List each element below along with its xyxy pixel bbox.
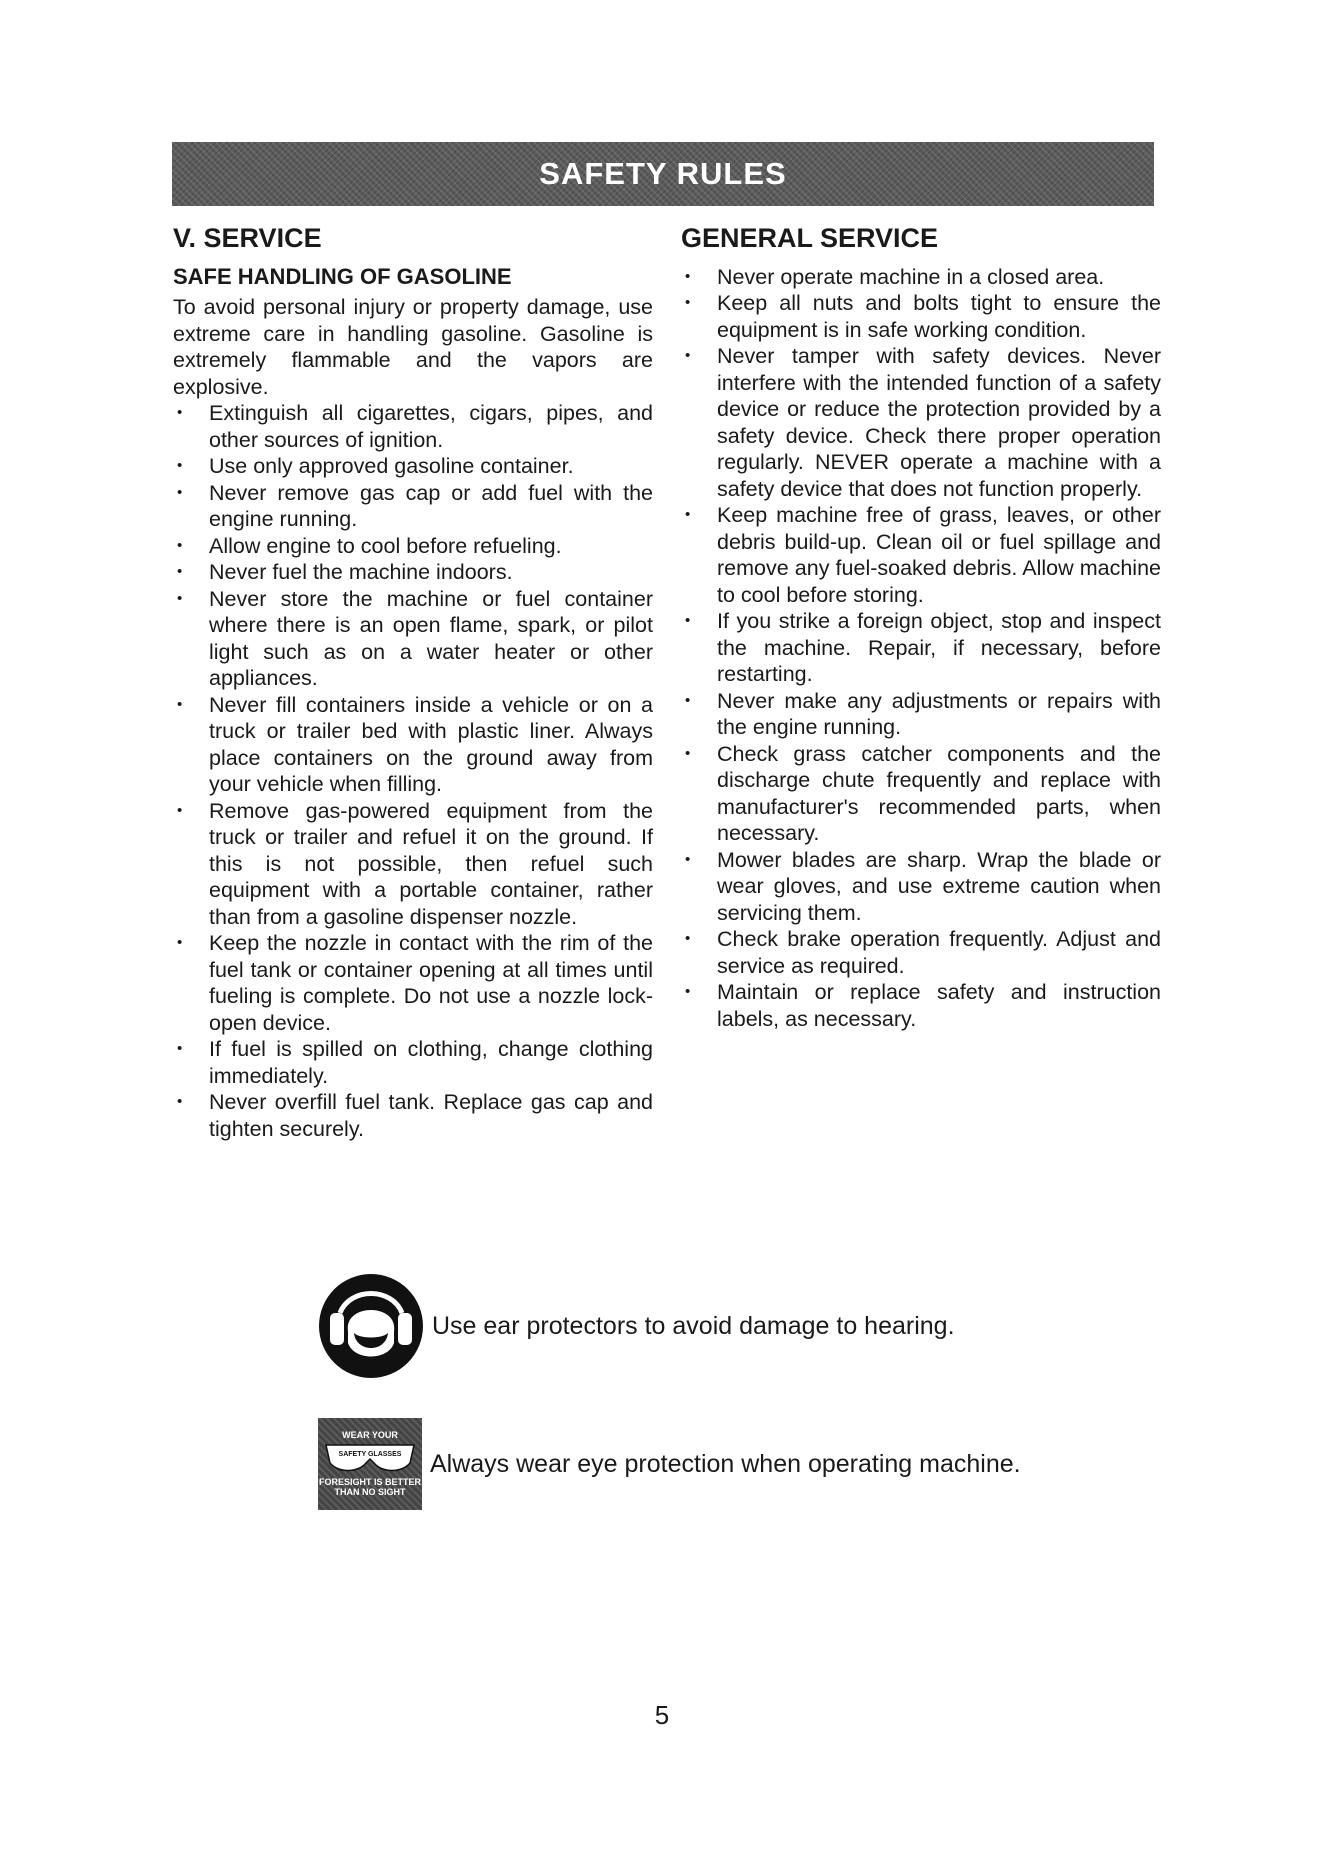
gasoline-bullet: • Never store the machine or fuel container where there is an open flame, spark, or pilot light such as on a water heater or other appliances.	[173, 586, 653, 692]
gasoline-bullet: • Remove gas-powered equipment from the truck or trailer and refuel it on the ground. If this is not possible, then refuel such equipment with a portable container, rather than from a gasoline dispenser nozzle.	[173, 798, 653, 931]
gasoline-bullet: • Never overfill fuel tank. Replace gas cap and tighten securely.	[173, 1089, 653, 1142]
gasoline-bullet: • If fuel is spilled on clothing, change clothing immediately.	[173, 1036, 653, 1089]
glasses-label-bottom1: FORESIGHT IS BETTER	[318, 1476, 421, 1487]
gasoline-bullet: • Keep the nozzle in contact with the rim of the fuel tank or container opening at all times until fueling is complete. Do not use a nozzle lock-open device.	[173, 930, 653, 1036]
general-service-bullet: • Never tamper with safety devices. Never interfere with the intended function of a safety device or reduce the protection provided by a safety device. Check there proper operation regularly. NEVER operate a machine with a safety device that does not function properly.	[681, 343, 1161, 502]
general-service-bullet: • If you strike a foreign object, stop and inspect the machine. Repair, if necessary, before restarting.	[681, 608, 1161, 688]
gasoline-bullet-list	[173, 400, 653, 1142]
glasses-label-mid: SAFETY GLASSES	[338, 1450, 402, 1458]
section-title-service: V. SERVICE	[173, 223, 322, 253]
general-service-bullet: • Check brake operation frequently. Adjust and service as required.	[681, 926, 1161, 979]
ear-protection-notice	[318, 1273, 955, 1379]
general-service-bullet: • Keep machine free of grass, leaves, or other debris build-up. Clean oil or fuel spillage and remove any fuel-soaked debris. Allow machine to cool before storing.	[681, 502, 1161, 608]
safety-rules-banner	[172, 142, 1154, 206]
gasoline-bullet: • Never remove gas cap or add fuel with the engine running.	[173, 480, 653, 533]
glasses-shape-icon	[322, 1441, 418, 1477]
right-column	[681, 224, 1161, 1032]
general-service-bullet: • Maintain or replace safety and instruction labels, as necessary.	[681, 979, 1161, 1032]
general-service-bullet: • Never operate machine in a closed area.	[681, 264, 1161, 291]
gasoline-bullet: • Never fill containers inside a vehicle or on a truck or trailer bed with plastic liner. Always place containers on the ground away from your vehicle when filling.	[173, 692, 653, 798]
section-title-general-service: GENERAL SERVICE	[681, 223, 939, 253]
banner-title: SAFETY RULES	[539, 156, 787, 191]
glasses-label-top: WEAR YOUR	[342, 1430, 398, 1441]
gasoline-bullet: • Use only approved gasoline container.	[173, 453, 653, 480]
general-service-bullet: • Keep all nuts and bolts tight to ensure the equipment is in safe working condition.	[681, 290, 1161, 343]
gasoline-bullet: • Extinguish all cigarettes, cigars, pipes, and other sources of ignition.	[173, 400, 653, 453]
ear-protection-icon	[318, 1273, 424, 1379]
gasoline-bullet: • Never fuel the machine indoors.	[173, 559, 653, 586]
page-number: 5	[654, 1700, 670, 1730]
eye-protection-text: Always wear eye protection when operating machine.	[430, 1449, 1021, 1478]
general-service-bullet-list	[681, 264, 1161, 1033]
sub-title-gasoline: SAFE HANDLING OF GASOLINE	[173, 263, 512, 289]
glasses-label-bottom2: THAN NO SIGHT	[334, 1487, 406, 1498]
ear-protection-text: Use ear protectors to avoid damage to hearing.	[432, 1311, 955, 1340]
eye-protection-notice	[318, 1418, 1021, 1510]
gasoline-intro: To avoid personal injury or property damage, use extreme care in handling gasoline. Gasoline is extremely flammable and the vapors are explosive.	[173, 295, 653, 399]
gasoline-bullet: • Allow engine to cool before refueling.	[173, 533, 653, 560]
general-service-bullet: • Check grass catcher components and the discharge chute frequently and replace with manufacturer's recommended parts, when necessary.	[681, 741, 1161, 847]
left-column	[173, 224, 653, 1142]
safety-glasses-icon	[318, 1418, 422, 1510]
general-service-bullet: • Mower blades are sharp. Wrap the blade or wear gloves, and use extreme caution when servicing them.	[681, 847, 1161, 927]
general-service-bullet: • Never make any adjustments or repairs with the engine running.	[681, 688, 1161, 741]
